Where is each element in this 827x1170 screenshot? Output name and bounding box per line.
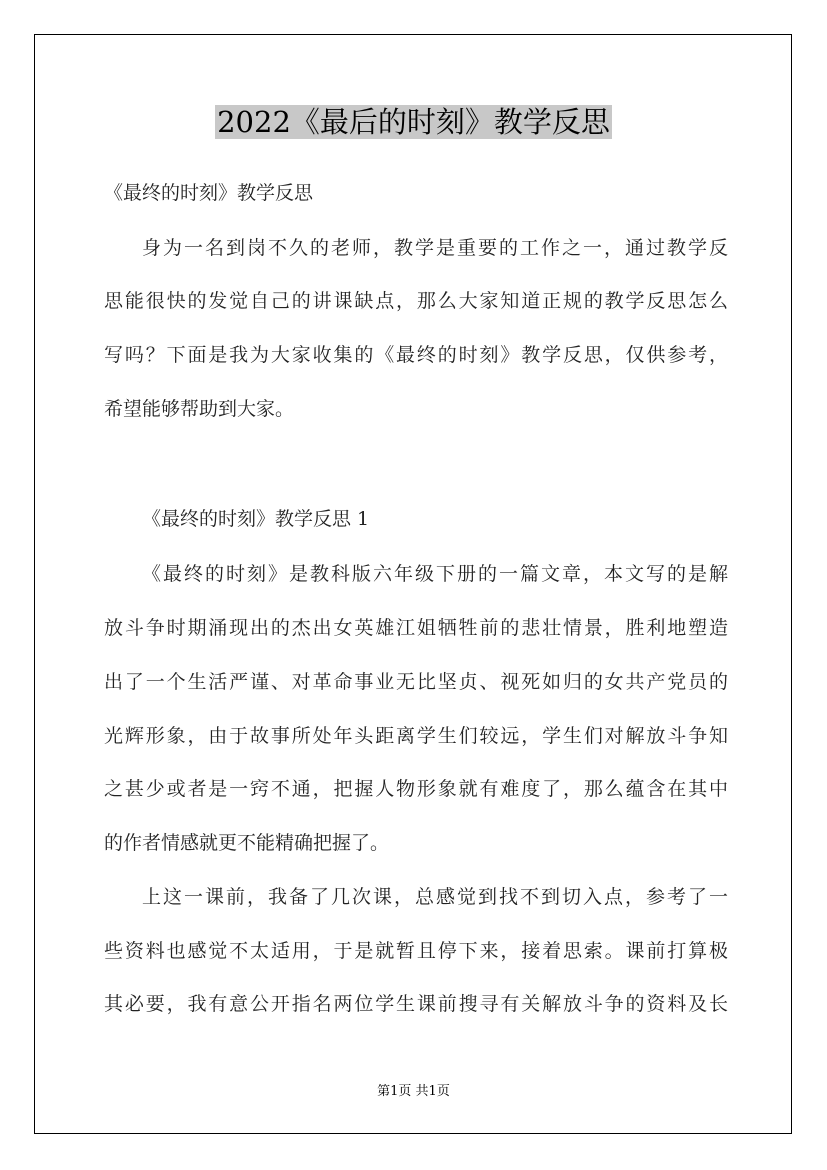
paragraph-line: 放斗争时期涌现出的杰出女英雄江姐牺牲前的悲壮情景，胜利地塑造 (104, 617, 728, 639)
paragraph-line: 光辉形象，由于故事所处年头距离学生们较远，学生们对解放斗争知 (104, 725, 728, 747)
section-heading: 《最终的时刻》教学反思 1 (142, 508, 370, 530)
intro-line: 思能很快的发觉自己的讲课缺点，那么大家知道正规的教学反思怎么 (104, 290, 728, 312)
paragraph-line: 的作者情感就更不能精确把握了。 (104, 832, 390, 854)
intro-line: 希望能够帮助到大家。 (104, 398, 295, 420)
paragraph-line: 《最终的时刻》是教科版六年级下册的一篇文章，本文写的是解 (142, 563, 728, 585)
paragraph-line: 上这一课前，我备了几次课，总感觉到找不到切入点，参考了一 (142, 886, 728, 908)
document-subtitle: 《最终的时刻》教学反思 (104, 182, 314, 204)
paragraph-line: 出了一个生活严谨、对革命事业无比坚贞、视死如归的女共产党员的 (104, 671, 728, 693)
paragraph-line: 之甚少或者是一窍不通，把握人物形象就有难度了，那么蕴含在其中 (104, 778, 728, 800)
intro-line: 写吗？下面是我为大家收集的《最终的时刻》教学反思，仅供参考， (104, 344, 728, 366)
paragraph-line: 其必要，我有意公开指名两位学生课前搜寻有关解放斗争的资料及长 (104, 993, 728, 1015)
document-title: 2022《最后的时刻》教学反思 (217, 105, 610, 139)
page-footer: 第1页 共1页 (377, 1084, 450, 1099)
intro-line: 身为一名到岗不久的老师，教学是重要的工作之一，通过教学反 (142, 237, 728, 259)
paragraph-line: 些资料也感觉不太适用，于是就暂且停下来，接着思索。课前打算极 (104, 940, 728, 962)
